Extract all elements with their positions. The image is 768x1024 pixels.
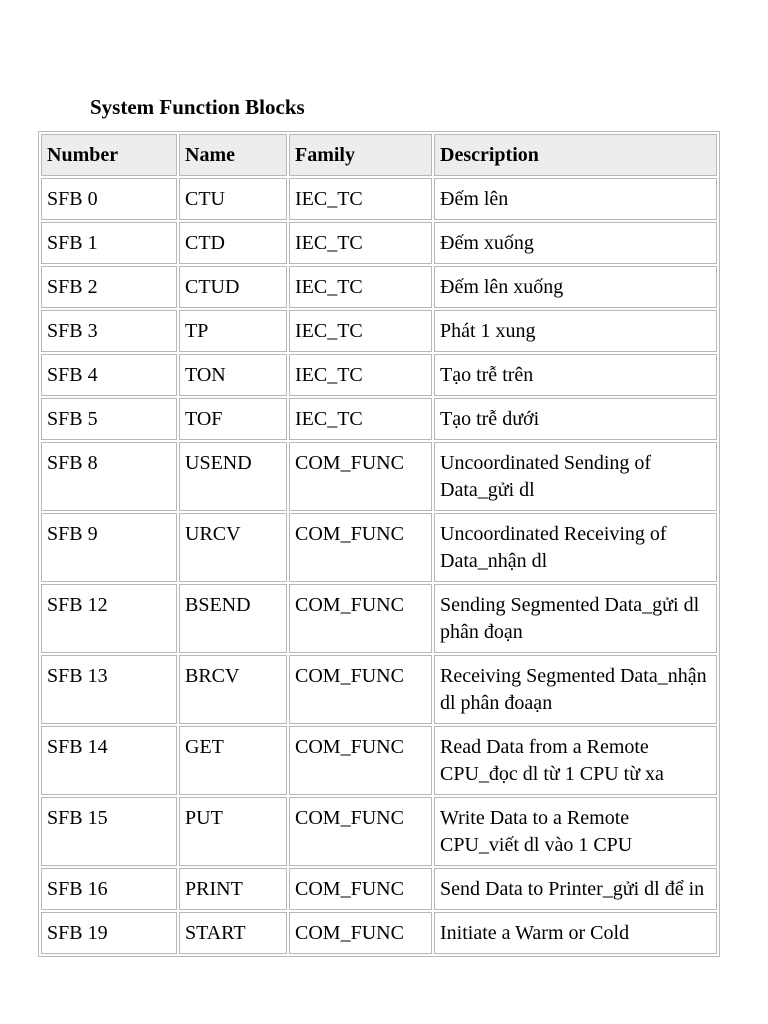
cell-family: COM_FUNC bbox=[289, 868, 432, 910]
cell-name: START bbox=[179, 912, 287, 954]
cell-number: SFB 9 bbox=[41, 513, 177, 582]
table-row bbox=[41, 442, 717, 511]
cell-family: COM_FUNC bbox=[289, 726, 432, 795]
table-row bbox=[41, 310, 717, 352]
table-row bbox=[41, 797, 717, 866]
cell-name: TP bbox=[179, 310, 287, 352]
cell-description: Uncoordinated Receiving of Data_nhận dl bbox=[434, 513, 717, 582]
cell-name: BSEND bbox=[179, 584, 287, 653]
cell-name: USEND bbox=[179, 442, 287, 511]
cell-number: SFB 1 bbox=[41, 222, 177, 264]
table-row bbox=[41, 912, 717, 954]
header-description: Description bbox=[434, 134, 717, 176]
cell-number: SFB 3 bbox=[41, 310, 177, 352]
table-row bbox=[41, 354, 717, 396]
page-title: System Function Blocks bbox=[90, 95, 305, 119]
table-header-row bbox=[41, 134, 717, 176]
table-row bbox=[41, 868, 717, 910]
cell-number: SFB 16 bbox=[41, 868, 177, 910]
table-row bbox=[41, 584, 717, 653]
cell-name: TON bbox=[179, 354, 287, 396]
table-row bbox=[41, 513, 717, 582]
cell-description: Đếm xuống bbox=[434, 222, 717, 264]
cell-name: CTUD bbox=[179, 266, 287, 308]
cell-family: COM_FUNC bbox=[289, 655, 432, 724]
cell-name: CTU bbox=[179, 178, 287, 220]
cell-family: COM_FUNC bbox=[289, 584, 432, 653]
cell-description: Đếm lên xuống bbox=[434, 266, 717, 308]
cell-number: SFB 14 bbox=[41, 726, 177, 795]
cell-number: SFB 8 bbox=[41, 442, 177, 511]
cell-name: TOF bbox=[179, 398, 287, 440]
cell-number: SFB 19 bbox=[41, 912, 177, 954]
header-number: Number bbox=[41, 134, 177, 176]
cell-name: PRINT bbox=[179, 868, 287, 910]
cell-name: URCV bbox=[179, 513, 287, 582]
cell-number: SFB 5 bbox=[41, 398, 177, 440]
table-row bbox=[41, 222, 717, 264]
cell-description: Write Data to a Remote CPU_viết dl vào 1 CPU bbox=[434, 797, 717, 866]
cell-description: Sending Segmented Data_gửi dl phân đoạn bbox=[434, 584, 717, 653]
cell-family: IEC_TC bbox=[289, 354, 432, 396]
cell-description: Receiving Segmented Data_nhận dl phân đoaạn bbox=[434, 655, 717, 724]
header-family: Family bbox=[289, 134, 432, 176]
cell-number: SFB 2 bbox=[41, 266, 177, 308]
sfb-table bbox=[38, 131, 720, 957]
table-row bbox=[41, 726, 717, 795]
cell-family: COM_FUNC bbox=[289, 912, 432, 954]
table-row bbox=[41, 266, 717, 308]
cell-family: IEC_TC bbox=[289, 222, 432, 264]
cell-number: SFB 13 bbox=[41, 655, 177, 724]
cell-description: Tạo trễ dưới bbox=[434, 398, 717, 440]
table-row bbox=[41, 178, 717, 220]
cell-number: SFB 15 bbox=[41, 797, 177, 866]
cell-description: Đếm lên bbox=[434, 178, 717, 220]
cell-name: BRCV bbox=[179, 655, 287, 724]
cell-family: COM_FUNC bbox=[289, 797, 432, 866]
cell-description: Send Data to Printer_gửi dl để in bbox=[434, 868, 717, 910]
cell-family: IEC_TC bbox=[289, 266, 432, 308]
table-row bbox=[41, 398, 717, 440]
cell-name: CTD bbox=[179, 222, 287, 264]
cell-family: IEC_TC bbox=[289, 398, 432, 440]
cell-family: IEC_TC bbox=[289, 310, 432, 352]
cell-family: COM_FUNC bbox=[289, 513, 432, 582]
cell-name: PUT bbox=[179, 797, 287, 866]
cell-family: IEC_TC bbox=[289, 178, 432, 220]
cell-number: SFB 12 bbox=[41, 584, 177, 653]
cell-family: COM_FUNC bbox=[289, 442, 432, 511]
cell-name: GET bbox=[179, 726, 287, 795]
cell-description: Phát 1 xung bbox=[434, 310, 717, 352]
cell-number: SFB 0 bbox=[41, 178, 177, 220]
cell-description: Tạo trễ trên bbox=[434, 354, 717, 396]
cell-description: Read Data from a Remote CPU_đọc dl từ 1 CPU từ xa bbox=[434, 726, 717, 795]
cell-number: SFB 4 bbox=[41, 354, 177, 396]
cell-description: Uncoordinated Sending of Data_gửi dl bbox=[434, 442, 717, 511]
table-row bbox=[41, 655, 717, 724]
cell-description: Initiate a Warm or Cold bbox=[434, 912, 717, 954]
header-name: Name bbox=[179, 134, 287, 176]
